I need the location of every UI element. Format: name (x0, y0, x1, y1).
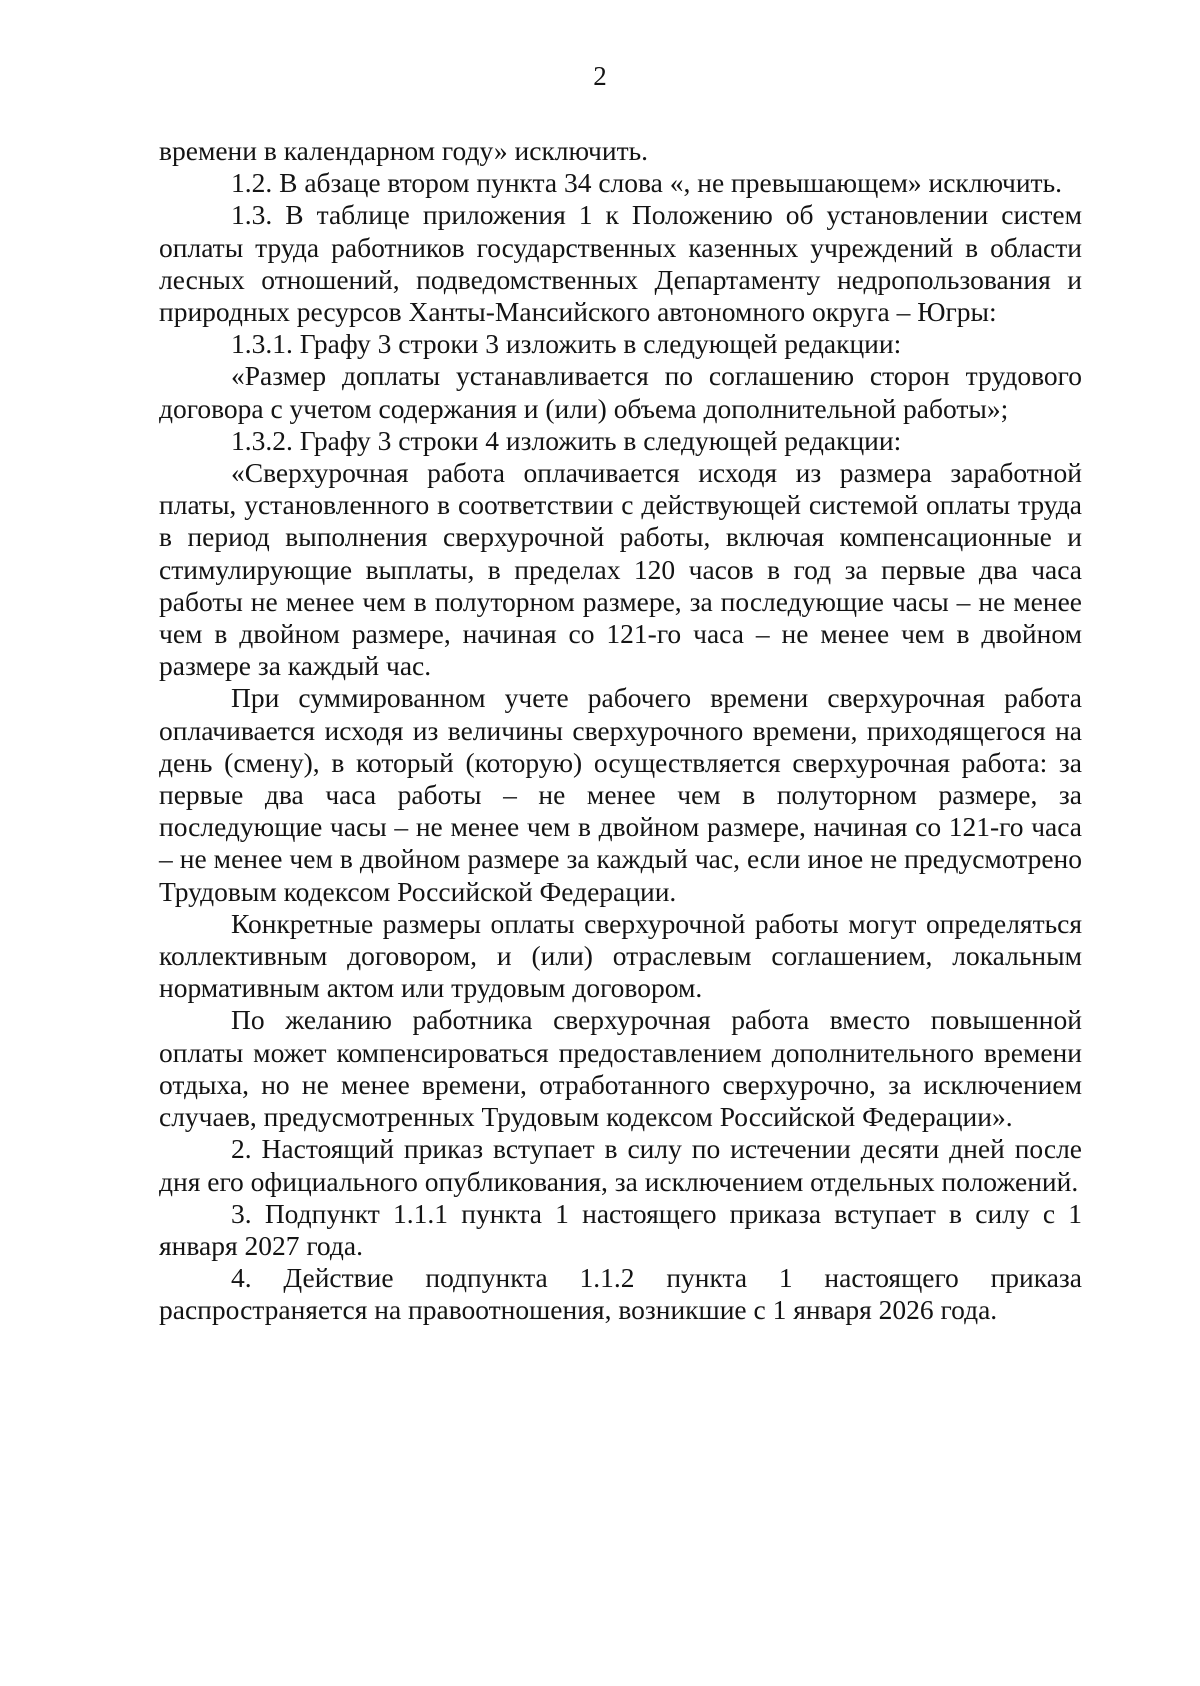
document-body (159, 135, 1082, 1327)
paragraph-quote-surcharge: «Размер доплаты устанавливается по соглашению сторон трудового договора с учетом содержания и (или) объема дополнительной работы»; (159, 360, 1082, 424)
paragraph-specific-amounts: Конкретные размеры оплаты сверхурочной работы могут определяться коллективным договором, и (или) отраслевым соглашением, локальным нормативным актом или трудовым договором. (159, 907, 1082, 1004)
paragraph-4: 4. Действие подпункта 1.1.2 пункта 1 настоящего приказа распространяется на правоотношения, возникшие с 1 января 2026 года. (159, 1262, 1082, 1326)
paragraph-summary-accounting: При суммированном учете рабочего времени сверхурочная работа оплачивается исходя из величины сверхурочного времени, приходящегося на день (смену), в который (которую) осуществляется сверхурочная работа: за первые два часа работы – не менее чем в полуторном размере, за последующие часы – не менее чем в двойном размере, начиная со 121-го часа – не менее чем в двойном размере за каждый час, если иное не предусмотрено Трудовым кодексом Российской Федерации. (159, 682, 1082, 907)
paragraph-2: 2. Настоящий приказ вступает в силу по истечении десяти дней после дня его официального опубликования, за исключением отдельных положений. (159, 1133, 1082, 1197)
page-number: 2 (593, 61, 607, 91)
paragraph-quote-overtime: «Сверхурочная работа оплачивается исходя из размера заработной платы, установленного в соответствии с действующей системой оплаты труда в период выполнения сверхурочной работы, включая компенсационные и стимулирующие выплаты, в пределах 120 часов в год за первые два часа работы не менее чем в полуторном размере, за последующие часы – не менее чем в двойном размере, начиная со 121-го часа – не менее чем в двойном размере за каждый час. (159, 457, 1082, 682)
paragraph-3: 3. Подпункт 1.1.1 пункта 1 настоящего приказа вступает в силу с 1 января 2027 года. (159, 1197, 1082, 1261)
paragraph-1-3-2: 1.3.2. Графу 3 строки 4 изложить в следующей редакции: (231, 424, 902, 456)
paragraph-1-3: 1.3. В таблице приложения 1 к Положению об установлении систем оплаты труда работников государственных казенных учреждений в области лесных отношений, подведомственных Департаменту недропользования и природных ресурсов Ханты-Мансийского автономного округа – Югры: (159, 199, 1082, 328)
paragraph-1-2: 1.2. В абзаце втором пункта 34 слова «, не превышающем» исключить. (231, 167, 1062, 199)
paragraph-continuation: времени в календарном году» исключить. (159, 135, 649, 166)
paragraph-1-3-1: 1.3.1. Графу 3 строки 3 изложить в следующей редакции: (231, 328, 902, 360)
paragraph-rest-compensation: По желанию работника сверхурочная работа вместо повышенной оплаты может компенсироваться предоставлением дополнительного времени отдыха, но не менее времени, отработанного сверхурочно, за исключением случаев, предусмотренных Трудовым кодексом Российской Федерации». (159, 1004, 1082, 1133)
